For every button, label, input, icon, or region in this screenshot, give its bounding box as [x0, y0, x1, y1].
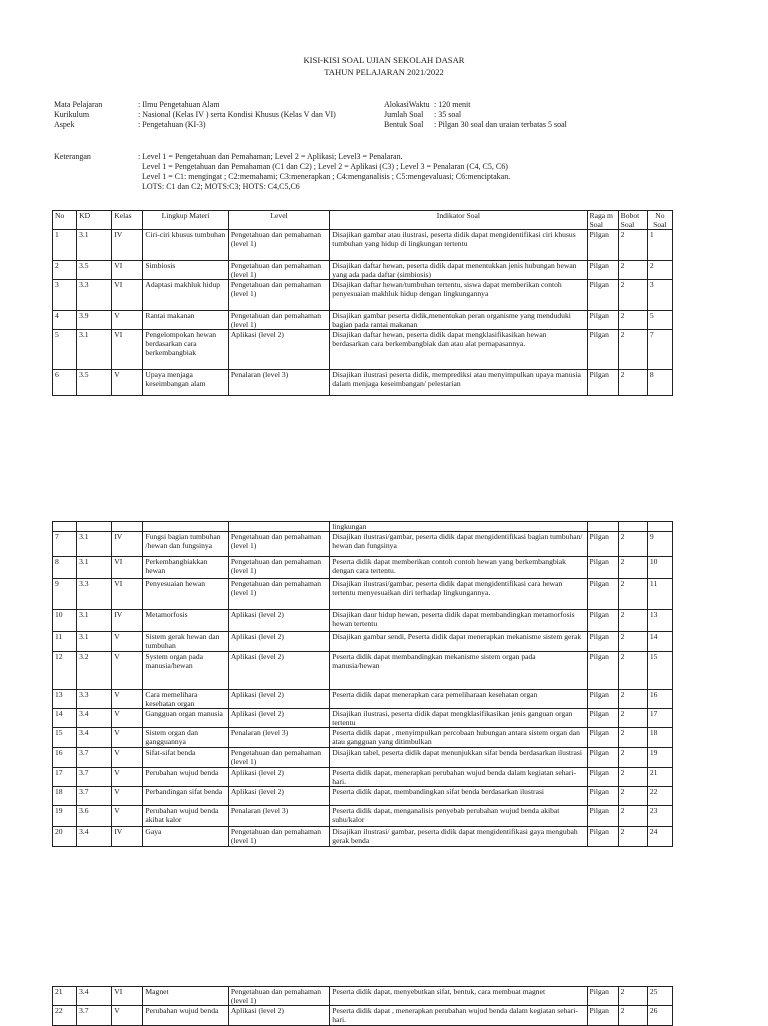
cell-level: Penalaran (level 3): [228, 728, 329, 748]
meta-row: [54, 120, 674, 130]
cell-level: Aplikasi (level 2): [228, 709, 329, 728]
cell-bobot: 2: [618, 230, 647, 261]
cell-kd: 3.4: [77, 709, 112, 728]
cell-indikator: Disajikan ilustrasi peserta didik, memprediksi atau menyimpulkan upaya manusia dalam menjaga keseimbangan/ pelestarian: [330, 370, 587, 396]
cell-materi: Sistem organ dan gangguannya: [143, 728, 228, 748]
cell-kelas: IV: [112, 610, 143, 632]
cell-bobot: 2: [618, 748, 647, 768]
cell-level: Pengetahuan dan pemahaman (level 1): [228, 532, 329, 557]
cell-nosoal: 22: [647, 787, 672, 806]
col-nosoal: No Soal: [647, 211, 672, 230]
cell-indikator: Disajikan ilustrasi, peserta didik dapat mengklasifikasikan jenis ganguan organ tertentu: [330, 709, 587, 728]
table-row: [53, 522, 673, 532]
cell-indikator: Disajikan gambar peserta didik,menentukan peran organisme yang menduduki bagian pada rantai makanan: [330, 311, 587, 330]
cell-bobot: 2: [618, 728, 647, 748]
table-row: [53, 827, 673, 847]
cell-kd: 3.1: [77, 330, 112, 370]
cell-nosoal: 25: [647, 987, 672, 1006]
cell-level: Pengetahuan dan pemahaman (level 1): [228, 261, 329, 280]
table-header-row: [53, 211, 673, 230]
cell-kd: 3.7: [77, 768, 112, 787]
table-row: [53, 652, 673, 690]
meta-value: : Nasional (Kelas IV ) serta Kondisi Khusus (Kelas V dan VI): [138, 110, 336, 119]
cell-kelas: VI: [112, 987, 143, 1006]
keterangan-lines: [138, 152, 674, 192]
cell-no: 9: [53, 579, 77, 610]
cell-kd: 3.6: [77, 806, 112, 827]
cell-kelas: IV: [112, 532, 143, 557]
cell-materi: Perubahan wujud benda akibat kalor: [143, 806, 228, 827]
document-header: [0, 54, 768, 78]
cell-no: 4: [53, 311, 77, 330]
cell-level: Pengetahuan dan pemahaman (level 1): [228, 230, 329, 261]
cell-materi: Sistem gerak hewan dan tumbuhan: [143, 632, 228, 652]
cell-ragam: Pilgan: [587, 579, 618, 610]
cell-level: Aplikasi (level 2): [228, 652, 329, 690]
cell-materi: Perubahan wujud benda: [143, 1006, 228, 1026]
cell-kd: 3.1: [77, 230, 112, 261]
cell-nosoal: 14: [647, 632, 672, 652]
cell-level: Pengetahuan dan pemahaman (level 1): [228, 311, 329, 330]
table-row: [53, 806, 673, 827]
cell-ragam: Pilgan: [587, 230, 618, 261]
table-row: [53, 987, 673, 1006]
cell-ragam: Pilgan: [587, 1006, 618, 1026]
cell-indikator: Peserta didik dapat, menerapkan perubahan wujud benda dalam kegiatan sehari-hari.: [330, 768, 587, 787]
cell-indikator: Peserta didik dapat menerapkan cara pemeliharaan kesehatan organ: [330, 690, 587, 709]
cell-no: 12: [53, 652, 77, 690]
cell-kd: 3.4: [77, 827, 112, 847]
cell-materi: Perkembangbiakkan hewan: [143, 557, 228, 579]
cell-nosoal: 26: [647, 1006, 672, 1026]
cell-kd: 3.4: [77, 987, 112, 1006]
cell-ragam: Pilgan: [587, 610, 618, 632]
cell-level: Pengetahuan dan pemahaman (level 1): [228, 579, 329, 610]
cell-materi: Metamorfosis: [143, 610, 228, 632]
cell-kelas: V: [112, 728, 143, 748]
cell-kd: 3.7: [77, 787, 112, 806]
cell-bobot: 2: [618, 1006, 647, 1026]
cell-nosoal: 1: [647, 230, 672, 261]
cell-kelas: V: [112, 652, 143, 690]
cell-bobot: 2: [618, 532, 647, 557]
document-title: KISI-KISI SOAL UJIAN SEKOLAH DASAR: [303, 55, 465, 65]
cell-ragam: Pilgan: [587, 311, 618, 330]
table-row: [53, 280, 673, 311]
cell-nosoal: 10: [647, 557, 672, 579]
cell-kd: 3.5: [77, 370, 112, 396]
cell-kelas: V: [112, 709, 143, 728]
cell-nosoal: 21: [647, 768, 672, 787]
cell-ragam: Pilgan: [587, 787, 618, 806]
table-row: [53, 787, 673, 806]
table-row: [53, 330, 673, 370]
kisi-table-2: [52, 521, 673, 847]
cell-kelas: V: [112, 806, 143, 827]
cell-ragam: Pilgan: [587, 768, 618, 787]
cell-kelas: V: [112, 370, 143, 396]
cell-kelas: IV: [112, 827, 143, 847]
keterangan-block: [54, 152, 674, 192]
cell-nosoal: 8: [647, 370, 672, 396]
cell-ragam: Pilgan: [587, 987, 618, 1006]
cell-bobot: 2: [618, 579, 647, 610]
cell-ragam: Pilgan: [587, 652, 618, 690]
col-kelas: Kelas: [112, 211, 143, 230]
cell-level: Pengetahuan dan pemahaman (level 1): [228, 280, 329, 311]
cell-bobot: 2: [618, 370, 647, 396]
cell-indikator: Peserta didik dapat, menyebutkan sifat, bentuk, cara membuat magnet: [330, 987, 587, 1006]
cell-kd: 3.7: [77, 1006, 112, 1026]
cell-kd: 3.1: [77, 610, 112, 632]
meta-right-value: : 120 menit: [434, 100, 471, 109]
table-row: [53, 311, 673, 330]
cell-nosoal: 18: [647, 728, 672, 748]
cell-nosoal: 15: [647, 652, 672, 690]
cell-level: Aplikasi (level 2): [228, 787, 329, 806]
cell-indikator: Peserta didik dapat, membandingkan sifat benda berdasarkan ilustrasi: [330, 787, 587, 806]
keterangan-line: : Level 1 = Pengetahuan dan Pemahaman; Level 2 = Aplikasi; Level3 = Penalaran.: [138, 152, 403, 161]
cell-ragam: Pilgan: [587, 532, 618, 557]
cell-level: Pengetahuan dan pemahaman (level 1): [228, 987, 329, 1006]
cell-ragam: Pilgan: [587, 690, 618, 709]
cell-nosoal: 11: [647, 579, 672, 610]
cell-materi: Pengelompokan hewan berdasarkan cara berkembangbiak: [143, 330, 228, 370]
meta-value: : Ilmu Pengetahuan Alam: [138, 100, 220, 109]
table-row: [53, 230, 673, 261]
meta-right-value: : 35 soal: [434, 110, 462, 119]
cell-materi: Sifat-sifat benda: [143, 748, 228, 768]
cell-kelas: VI: [112, 579, 143, 610]
cell-indikator: Disajikan ilustrasi/gambar, peserta didik dapat mengidentifikasi bagian tumbuhan/ hewan dan fungsinya: [330, 532, 587, 557]
kisi-table-1: [52, 210, 673, 396]
cell-level: Pengetahuan dan pemahaman (level 1): [228, 827, 329, 847]
col-no: No: [53, 211, 77, 230]
cell-materi: Rantai makanan: [143, 311, 228, 330]
table-row: [53, 768, 673, 787]
cell-kelas: V: [112, 632, 143, 652]
cell-no: 6: [53, 370, 77, 396]
cell-level: Aplikasi (level 2): [228, 768, 329, 787]
cell-level: Penalaran (level 3): [228, 370, 329, 396]
cell-ragam: Pilgan: [587, 370, 618, 396]
cell-ragam: Pilgan: [587, 280, 618, 311]
table-row: [53, 709, 673, 728]
meta-right-key: Jumlah Soal: [384, 110, 424, 119]
cell-level: Penalaran (level 3): [228, 806, 329, 827]
table-row: [53, 532, 673, 557]
cell-bobot: 2: [618, 610, 647, 632]
meta-right-key: Bentuk Soal: [384, 120, 424, 129]
cell-indikator: Disajikan daftar hewan, peserta didik dapat menentukkan jenis hubungan hewan yang ada pada daftar (simbiosis): [330, 261, 587, 280]
cell-kelas: V: [112, 311, 143, 330]
cell-bobot: 2: [618, 280, 647, 311]
cell-ragam: Pilgan: [587, 330, 618, 370]
cell-bobot: 2: [618, 768, 647, 787]
cell-level: Pengetahuan dan pemahaman (level 1): [228, 748, 329, 768]
cell-no: 3: [53, 280, 77, 311]
cell-nosoal: 23: [647, 806, 672, 827]
cell-level: Pengetahuan dan pemahaman (level 1): [228, 557, 329, 579]
cell-bobot: 2: [618, 806, 647, 827]
cell-ragam: Pilgan: [587, 557, 618, 579]
cell-kelas: VI: [112, 557, 143, 579]
cell-no: 16: [53, 748, 77, 768]
cell-nosoal: 19: [647, 748, 672, 768]
cell-indikator: Peserta didik dapat, menganalisis penyebab perubahan wujud benda akibat suhu/kalor: [330, 806, 587, 827]
meta-key: Aspek: [54, 120, 75, 129]
col-indikator: Indikator Soal: [330, 211, 587, 230]
cell-bobot: 2: [618, 632, 647, 652]
cell-indikator: Disajikan tabel, peserta didik dapat menunjukkan sifat benda berdasarkan ilustrasi: [330, 748, 587, 768]
cell-indikator: Disajikan daftar hewan, peserta didik dapat mengklasifikasikan hewan berdasarkan cara berkembangbiak dan atau alat pernapasannya.: [330, 330, 587, 370]
cell-nosoal: 5: [647, 311, 672, 330]
cell-bobot: 2: [618, 557, 647, 579]
cell-nosoal: 2: [647, 261, 672, 280]
cell-kd: 3.9: [77, 311, 112, 330]
cell-kd: 3.3: [77, 579, 112, 610]
cell-indikator: Peserta didik dapat membandingkan mekanisme sistem organ pada manusia/hewan: [330, 652, 587, 690]
meta-info: [54, 100, 674, 130]
cell-bobot: 2: [618, 709, 647, 728]
document-subtitle: TAHUN PELAJARAN 2021/2022: [324, 67, 444, 77]
cell-materi: Penyesuaian hewan: [143, 579, 228, 610]
col-kd: KD: [77, 211, 112, 230]
cell-bobot: 2: [618, 690, 647, 709]
cell-no: 8: [53, 557, 77, 579]
col-bobot: Bobot Soal: [618, 211, 647, 230]
cell-kd: 3.3: [77, 690, 112, 709]
cell-no: 11: [53, 632, 77, 652]
cell-materi: Perbandingan sifat benda: [143, 787, 228, 806]
cell-materi: Ciri-ciri khusus tumbuhan: [143, 230, 228, 261]
cell-kd: 3.7: [77, 748, 112, 768]
cell-ragam: Pilgan: [587, 709, 618, 728]
cell-level: Aplikasi (level 2): [228, 610, 329, 632]
table-row: [53, 728, 673, 748]
keterangan-line: LOTS: C1 dan C2; MOTS:C3; HOTS: C4,C5,C6: [138, 182, 300, 191]
cell-no: 14: [53, 709, 77, 728]
cell-indikator: lingkungan: [330, 522, 587, 532]
cell-kelas: V: [112, 768, 143, 787]
cell-materi: Gangguan organ manusia: [143, 709, 228, 728]
cell-no: 2: [53, 261, 77, 280]
cell-materi: Upaya menjaga keseimbangan alam: [143, 370, 228, 396]
col-ragam: Raga m Soal: [587, 211, 618, 230]
cell-level: Aplikasi (level 2): [228, 690, 329, 709]
cell-kelas: V: [112, 690, 143, 709]
cell-level: Aplikasi (level 2): [228, 1006, 329, 1026]
keterangan-line: Level 1 = Pengetahuan dan Pemahaman (C1 dan C2) ; Level 2 = Aplikasi (C3) ; Level 3 = Penalaran (C4, C5, C6): [138, 162, 508, 171]
cell-materi: Adaptasi makhluk hidup: [143, 280, 228, 311]
cell-bobot: 2: [618, 787, 647, 806]
table-row: [53, 690, 673, 709]
cell-ragam: Pilgan: [587, 827, 618, 847]
table-row: [53, 579, 673, 610]
cell-nosoal: 16: [647, 690, 672, 709]
kisi-table-3: [52, 986, 673, 1026]
meta-value: : Pengetahuan (KI-3): [138, 120, 206, 129]
meta-key: Mata Pelajaran: [54, 100, 103, 109]
cell-kd: 3.2: [77, 652, 112, 690]
cell-kd: 3.3: [77, 280, 112, 311]
cell-kd: 3.5: [77, 261, 112, 280]
cell-indikator: Peserta didik dapat , menyimpulkan percobaan hubungan antara sistem organ dan atau gangguan yang ditimbulkan: [330, 728, 587, 748]
cell-materi: Fungsi bagian tumbuhan /hewan dan fungsinya: [143, 532, 228, 557]
cell-no: 22: [53, 1006, 77, 1026]
cell-ragam: Pilgan: [587, 632, 618, 652]
cell-indikator: Disajikan gambar atau ilustrasi, peserta didik dapat mengidentifikasi ciri khusus tumbuhan yang hidup di lingkungan tertentu: [330, 230, 587, 261]
cell-nosoal: 7: [647, 330, 672, 370]
table-row: [53, 748, 673, 768]
meta-row: [54, 110, 674, 120]
cell-ragam: Pilgan: [587, 728, 618, 748]
cell-indikator: Peserta didik dapat memberikan contoh contoh hewan yang berkembangbiak dengan cara tertentu.: [330, 557, 587, 579]
cell-no: 13: [53, 690, 77, 709]
table-row: [53, 261, 673, 280]
col-materi: Lingkup Materi: [143, 211, 228, 230]
meta-key: Kurikulum: [54, 110, 90, 119]
cell-bobot: 2: [618, 311, 647, 330]
cell-materi: Gaya: [143, 827, 228, 847]
cell-kelas: IV: [112, 230, 143, 261]
cell-no: 20: [53, 827, 77, 847]
table-row: [53, 1006, 673, 1026]
cell-indikator: Disajikan daur hidup hewan, peserta didik dapat membandingkan metamorfosis hewan tertentu: [330, 610, 587, 632]
cell-bobot: 2: [618, 987, 647, 1006]
meta-row: [54, 100, 674, 110]
col-level: Level: [228, 211, 329, 230]
table-row: [53, 610, 673, 632]
cell-nosoal: 13: [647, 610, 672, 632]
cell-nosoal: 9: [647, 532, 672, 557]
table-row: [53, 632, 673, 652]
cell-no: 5: [53, 330, 77, 370]
meta-right-value: : Pilgan 30 soal dan uraian terbatas 5 soal: [434, 120, 567, 129]
cell-kelas: VI: [112, 280, 143, 311]
cell-materi: Cara memelihara kesehatan organ: [143, 690, 228, 709]
cell-bobot: 2: [618, 330, 647, 370]
cell-kd: 3.1: [77, 557, 112, 579]
keterangan-label: Keterangan: [54, 152, 91, 161]
cell-kd: 3.1: [77, 532, 112, 557]
cell-nosoal: 3: [647, 280, 672, 311]
cell-kelas: VI: [112, 261, 143, 280]
cell-level: Aplikasi (level 2): [228, 632, 329, 652]
cell-bobot: 2: [618, 827, 647, 847]
cell-indikator: Peserta didik dapat , menerapkan perubahan wujud benda dalam kegiatan sehari-hari.: [330, 1006, 587, 1026]
cell-kelas: V: [112, 787, 143, 806]
cell-ragam: Pilgan: [587, 748, 618, 768]
table-row: [53, 370, 673, 396]
cell-indikator: Disajikan ilustrasi/ gambar, peserta didik dapat mengidentifikasi gaya mengubah gerak benda: [330, 827, 587, 847]
cell-no: 10: [53, 610, 77, 632]
cell-kelas: V: [112, 1006, 143, 1026]
cell-indikator: Disajikan gambar sendi, Peserta didik dapat menerapkan mekanisme sistem gerak: [330, 632, 587, 652]
cell-materi: System organ pada manusia/hewan: [143, 652, 228, 690]
cell-materi: Perubahan wujud benda: [143, 768, 228, 787]
cell-no: 1: [53, 230, 77, 261]
cell-level: Aplikasi (level 2): [228, 330, 329, 370]
cell-indikator: Disajikan daftar hewan/tumbuhan tertentu, siswa dapat memberikan contoh penyesuaian makhluk hidup dengan lingkungannya: [330, 280, 587, 311]
cell-materi: Magnet: [143, 987, 228, 1006]
cell-kelas: V: [112, 748, 143, 768]
table-row: [53, 557, 673, 579]
cell-indikator: Disajikan ilustrasi/gambar, peserta didik dapat mengidentifikasi cara hewan tertentu menyesuaikan diri terhadap lingkungannya.: [330, 579, 587, 610]
cell-kd: 3.1: [77, 632, 112, 652]
cell-no: 21: [53, 987, 77, 1006]
cell-ragam: Pilgan: [587, 806, 618, 827]
cell-no: 19: [53, 806, 77, 827]
cell-kelas: VI: [112, 330, 143, 370]
cell-kd: 3.4: [77, 728, 112, 748]
cell-nosoal: 24: [647, 827, 672, 847]
cell-bobot: 2: [618, 652, 647, 690]
cell-nosoal: 17: [647, 709, 672, 728]
cell-no: 15: [53, 728, 77, 748]
cell-no: 7: [53, 532, 77, 557]
meta-right-key: AlokasiWaktu: [384, 100, 430, 109]
keterangan-line: Level 1 = C1: mengingat ; C2:memahami; C3:menerapkan ; C4:menganalisis ; C5:mengevaluasi; C6:menciptakan.: [138, 172, 511, 181]
cell-no: 18: [53, 787, 77, 806]
cell-bobot: 2: [618, 261, 647, 280]
cell-materi: Simbiosis: [143, 261, 228, 280]
cell-ragam: Pilgan: [587, 261, 618, 280]
cell-no: 17: [53, 768, 77, 787]
